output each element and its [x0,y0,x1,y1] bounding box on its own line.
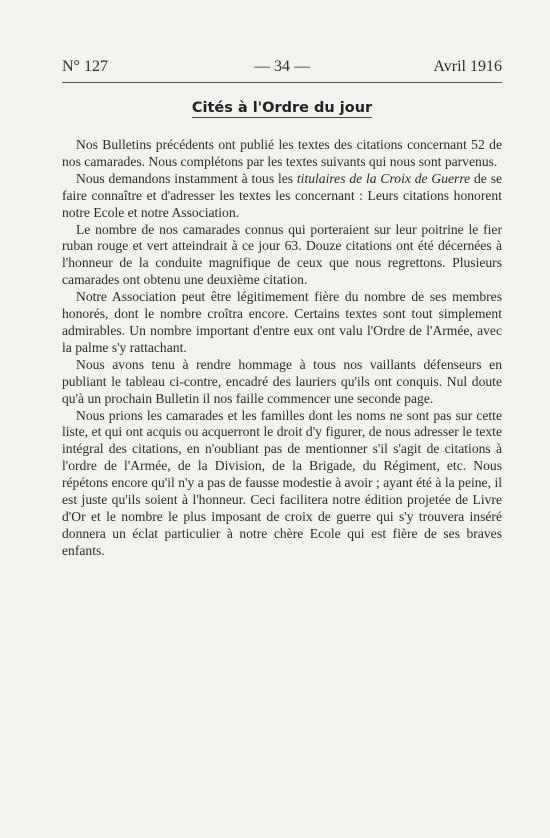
paragraph-1: Nos Bulletins précédents ont publié les textes des citations concernant 52 de nos camarades. Nous complétons par les textes suivants qui nous sont parvenus. [62,137,502,169]
paragraph-4: Notre Association peut être légitimement fière du nombre de ses membres honorés, dont le nombre croîtra encore. Certains textes sont tout simplement admirables. Un nombre important d'entre eux ont valu l'Ordre de l'Armée, avec la palme s'y rattachant. [62,289,502,355]
issue-number: N° 127 [62,58,108,75]
paragraph-6: Nous prions les camarades et les familles dont les noms ne sont pas sur cette liste, et qui ont acquis ou acquerront le droit d'y figurer, de nous adresser le texte intégral des citations, en n'oubliant pas de mentionner s'il s'agit de citations à l'ordre de l'Armée, de la Division, de la Brigade, du Régiment, etc. Nous répétons encore qu'il n'y a pas de fausse modestie à avoir ; ayant été à la peine, il est juste qu'ils soient à l'honneur. Ceci facilitera notre édition projetée de Livre d'Or et le nombre le plus imposant de croix de guerre qui s'y trouvera inséré donnera un éclat particulier à notre chère Ecole qui est fière de ses braves enfants. [62,407,502,558]
page-number: — 34 — [254,58,310,75]
section-title [62,100,502,116]
section-title-text: Cités à l'Ordre du jour [191,100,373,116]
paragraph-3: Le nombre de nos camarades connus qui porteraient sur leur poitrine le fier ruban rouge et vert atteindrait à ce jour 63. Douze citations ont été décernées à l'honneur de la conduite magnifique de ceux que nous regrettons. Plusieurs camarades ont obtenu une deuxième citation. [62,221,502,288]
header-rule [62,82,502,83]
article-body [62,137,502,560]
issue-date: Avril 1916 [433,58,502,75]
paragraph-2: Nous demandons instamment à tous les titulaires de la Croix de Guerre de se faire connaître et d'adresser les textes les concernant : Leurs citations honorent notre Ecole et notre Association. [62,170,503,220]
paragraph-5: Nous avons tenu à rendre hommage à tous nos vaillants défenseurs en publiant le tableau ci-contre, encadré des lauriers qu'ils ont conquis. Nul doute qu'à un prochain Bulletin il nos faille commencer une seconde page. [62,356,502,406]
page-header [62,58,502,84]
show-through-texture [62,580,502,820]
